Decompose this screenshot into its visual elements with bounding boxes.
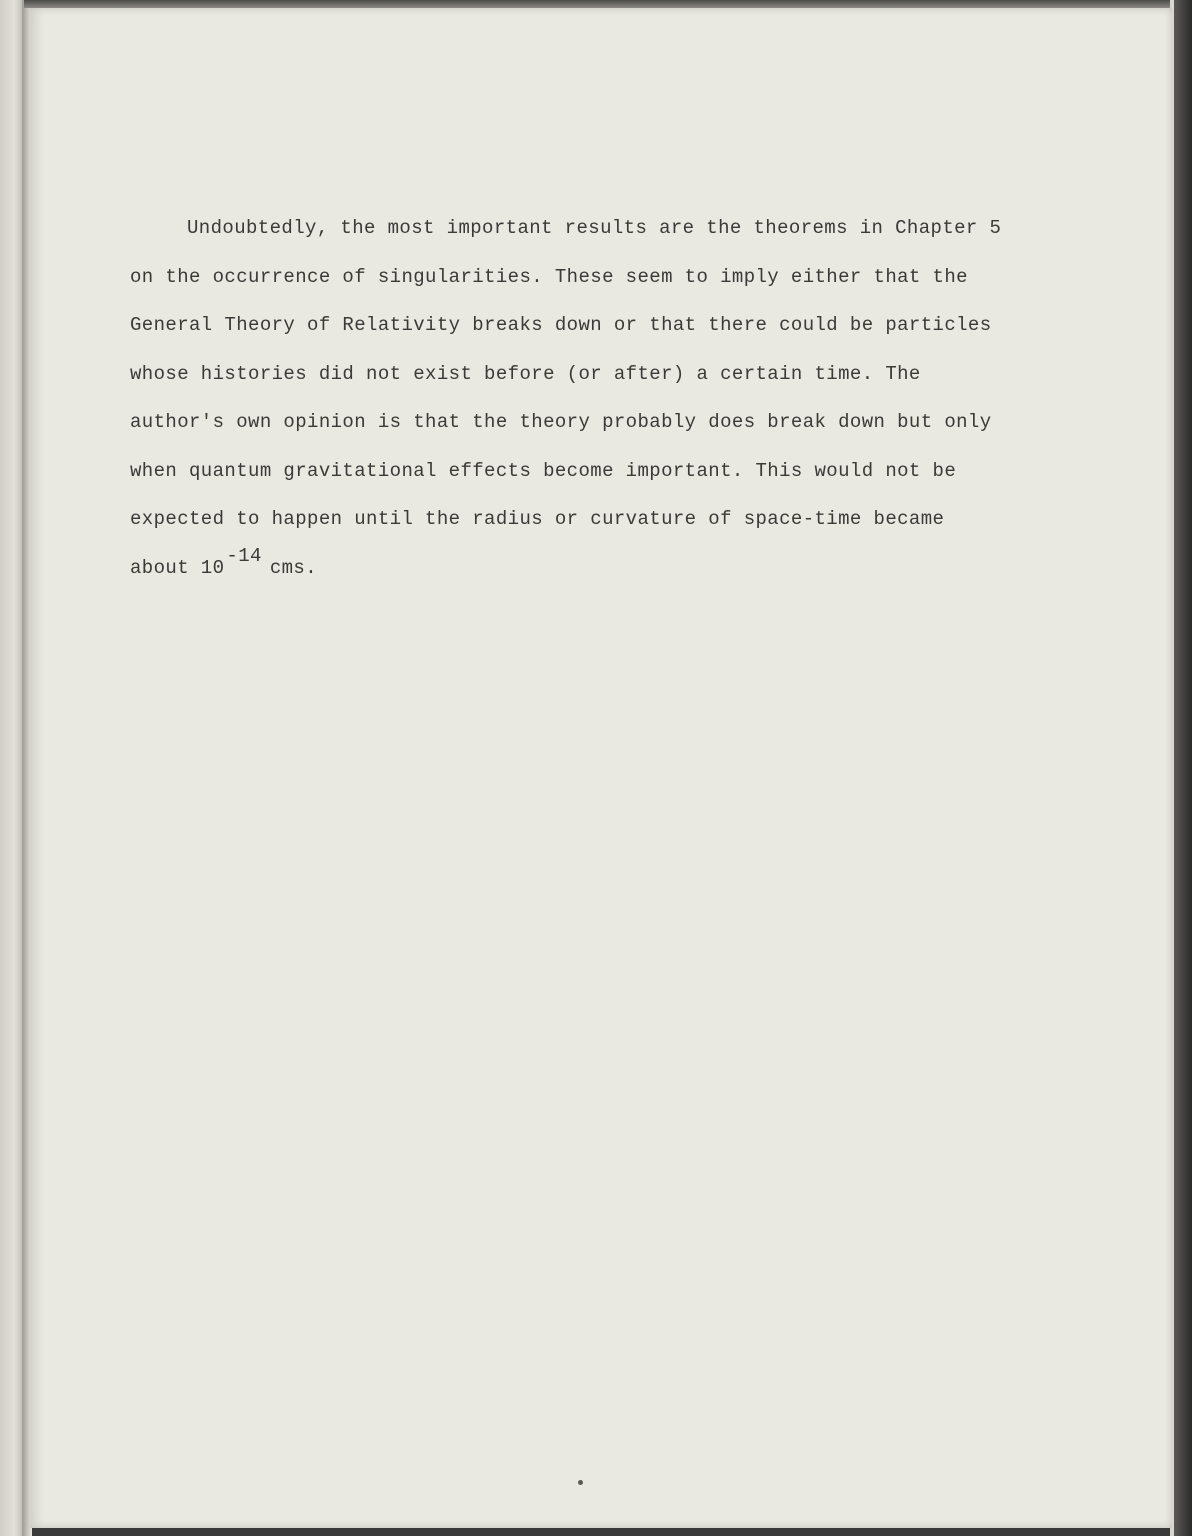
- paragraph-line: expected to happen until the radius or curvature of space-time became: [130, 508, 945, 530]
- paragraph-line: whose histories did not exist before (or after) a certain time. The: [130, 362, 921, 385]
- paragraph-line: General Theory of Relativity breaks down or that there could be particles: [130, 314, 992, 336]
- left-page-edge: [0, 0, 24, 1536]
- page-mark: [578, 1480, 583, 1485]
- paragraph-line: when quantum gravitational effects become important. This would not be: [130, 459, 957, 482]
- paragraph-line: author's own opinion is that the theory probably does break down but only: [130, 411, 992, 433]
- unit-text: cms.: [269, 556, 318, 579]
- paragraph-last-line: [130, 544, 1070, 593]
- top-cover-strip: [24, 0, 1192, 8]
- last-line-text: about 10: [130, 556, 225, 579]
- paragraph-line: Undoubtedly, the most important results are the theorems in Chapter 5: [187, 217, 1002, 239]
- body-paragraph: [130, 204, 1070, 592]
- book-cover-edge: [1174, 0, 1192, 1536]
- exponent: -14: [226, 544, 262, 567]
- paragraph-line: on the occurrence of singularities. These seem to imply either that the: [130, 265, 968, 288]
- document-page: [30, 8, 1172, 1528]
